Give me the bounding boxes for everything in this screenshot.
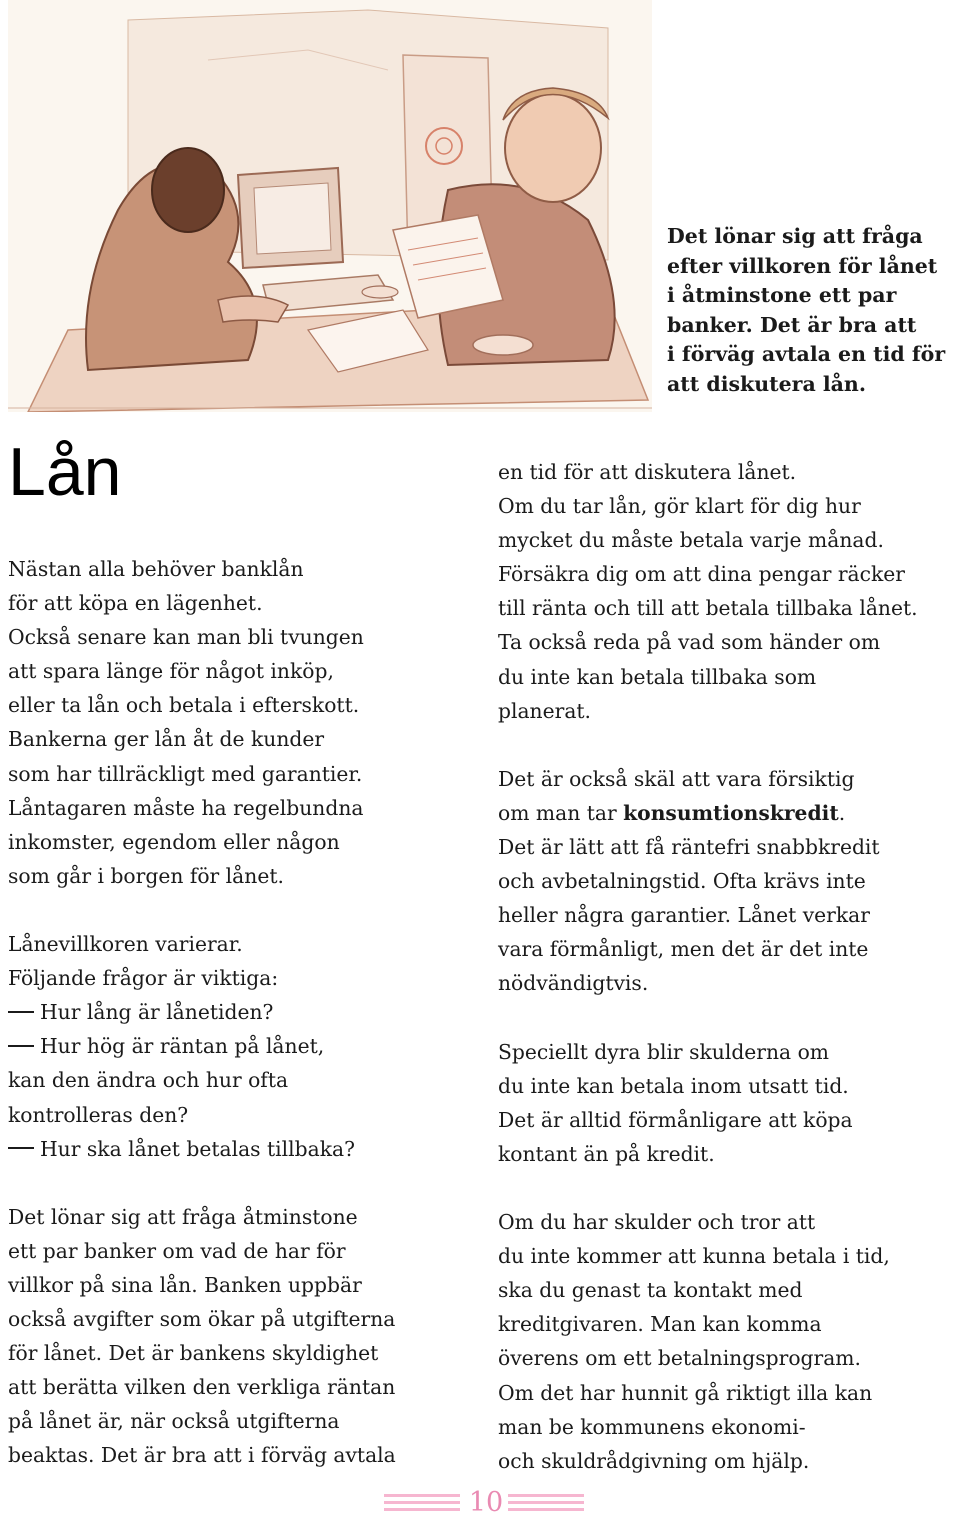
text-line: Det är också skäl att vara försiktig (498, 766, 855, 791)
dash-icon (8, 1147, 34, 1149)
text-line: Bankerna ger lån åt de kunder (8, 727, 325, 752)
text-line: kreditgivaren. Man kan komma (498, 1312, 822, 1337)
text-line: som går i borgen för lånet. (8, 863, 284, 888)
loan-terms-paragraph (8, 927, 478, 1166)
text-line: mycket du måste betala varje månad. (498, 528, 884, 553)
bank-meeting-illustration (8, 0, 652, 412)
decorative-bars-icon (384, 1494, 460, 1515)
question-text: Hur hög är räntan på lånet, (40, 1034, 325, 1059)
right-column (498, 455, 958, 1478)
text-line: planerat. (498, 698, 592, 723)
intro-paragraph (8, 552, 478, 893)
text-line: också avgifter som ökar på utgifterna (8, 1307, 396, 1332)
compare-banks-paragraph (8, 1200, 478, 1473)
text-fragment: om man tar (498, 800, 624, 825)
text-line: Ta också reda på vad som händer om (498, 630, 881, 655)
text-line: för lånet. Det är bankens skyldighet (8, 1341, 379, 1366)
text-line: Nästan alla behöver banklån (8, 557, 304, 581)
caption-line: att diskutera lån. (667, 371, 866, 396)
text-line: Försäkra dig om att dina pengar räcker (498, 562, 905, 587)
text-line: du inte kan betala inom utsatt tid. (498, 1073, 849, 1098)
caption-line: efter villkoren för lånet (667, 253, 938, 278)
payment-planning-paragraph (498, 455, 958, 728)
text-line: ska du genast ta kontakt med (498, 1278, 803, 1303)
text-line: och avbetalningstid. Ofta krävs inte (498, 869, 866, 894)
text-line: du inte kommer att kunna betala i tid, (498, 1244, 890, 1269)
bank-meeting-illustration-icon (8, 0, 652, 412)
illustration-caption (667, 222, 957, 399)
text-line: heller några garantier. Lånet verkar (498, 903, 870, 928)
text-line: Om det har hunnit gå riktigt illa kan (498, 1380, 873, 1405)
text-line: som har tillräckligt med garantier. (8, 761, 363, 786)
text-line: att spara länge för något inköp, (8, 659, 334, 684)
dash-icon (8, 1045, 34, 1047)
highlighted-term: konsumtionskredit (623, 800, 839, 825)
debt-advice-paragraph (498, 1205, 958, 1478)
page-title: Lån (8, 434, 122, 510)
caption-line: Det lönar sig att fråga (667, 224, 923, 248)
page-footer (384, 1486, 584, 1522)
text-line: på lånet är, när också utgifterna (8, 1409, 340, 1434)
text-line: du inte kan betala tillbaka som (498, 664, 817, 689)
question-text: Hur ska lånet betalas tillbaka? (40, 1136, 355, 1161)
text-line: nödvändigtvis. (498, 971, 649, 996)
text-line: kontrolleras den? (8, 1102, 189, 1127)
caption-line: banker. Det är bra att (667, 312, 917, 337)
page-number: 10 (468, 1487, 504, 1518)
text-line: kontant än på kredit. (498, 1141, 715, 1166)
text-line: vara förmånligt, men det är det inte (498, 937, 869, 962)
text-line: ett par banker om vad de har för (8, 1238, 346, 1263)
text-line: Följande frågor är viktiga: (8, 966, 279, 991)
text-line: för att köpa en lägenhet. (8, 591, 263, 616)
text-line: Låntagaren måste ha regelbundna (8, 795, 364, 820)
text-line: beaktas. Det är bra att i förväg avtala (8, 1443, 396, 1468)
text-line: villkor på sina lån. Banken uppbär (8, 1272, 362, 1297)
text-line: Speciellt dyra blir skulderna om (498, 1039, 830, 1064)
text-line: eller ta lån och betala i efterskott. (8, 693, 360, 718)
dash-icon (8, 1011, 34, 1013)
text-line: Om du har skulder och tror att (498, 1210, 816, 1235)
decorative-bars-icon (508, 1494, 584, 1515)
question-item (8, 1132, 478, 1166)
text-line: Det lönar sig att fråga åtminstone (8, 1204, 358, 1229)
text-line: Det är alltid förmånligare att köpa (498, 1107, 853, 1132)
text-line: en tid för att diskutera lånet. (498, 460, 797, 484)
question-text: Hur lång är lånetiden? (40, 1000, 274, 1025)
left-column (8, 552, 478, 1473)
text-fragment: . (838, 800, 846, 825)
text-line: Också senare kan man bli tvungen (8, 625, 364, 650)
text-line: Det är lätt att få räntefri snabbkredit (498, 835, 880, 860)
consumer-credit-paragraph (498, 762, 958, 1001)
text-line: Om du tar lån, gör klart för dig hur (498, 494, 861, 519)
text-line: inkomster, egendom eller någon (8, 829, 340, 854)
text-line: att berätta vilken den verkliga räntan (8, 1375, 396, 1400)
text-line: och skuldrådgivning om hjälp. (498, 1448, 810, 1473)
question-item (8, 1029, 478, 1063)
question-item (8, 995, 478, 1029)
text-line: överens om ett betalningsprogram. (498, 1346, 861, 1371)
text-line (498, 796, 958, 830)
text-line: man be kommunens ekonomi- (498, 1414, 806, 1439)
text-line: Lånevillkoren varierar. (8, 932, 243, 957)
text-line: till ränta och till att betala tillbaka lånet. (498, 596, 918, 621)
text-line: kan den ändra och hur ofta (8, 1068, 289, 1093)
caption-line: i förväg avtala en tid för (667, 342, 946, 366)
caption-line: i åtminstone ett par (667, 283, 897, 307)
debt-cost-paragraph (498, 1035, 958, 1171)
